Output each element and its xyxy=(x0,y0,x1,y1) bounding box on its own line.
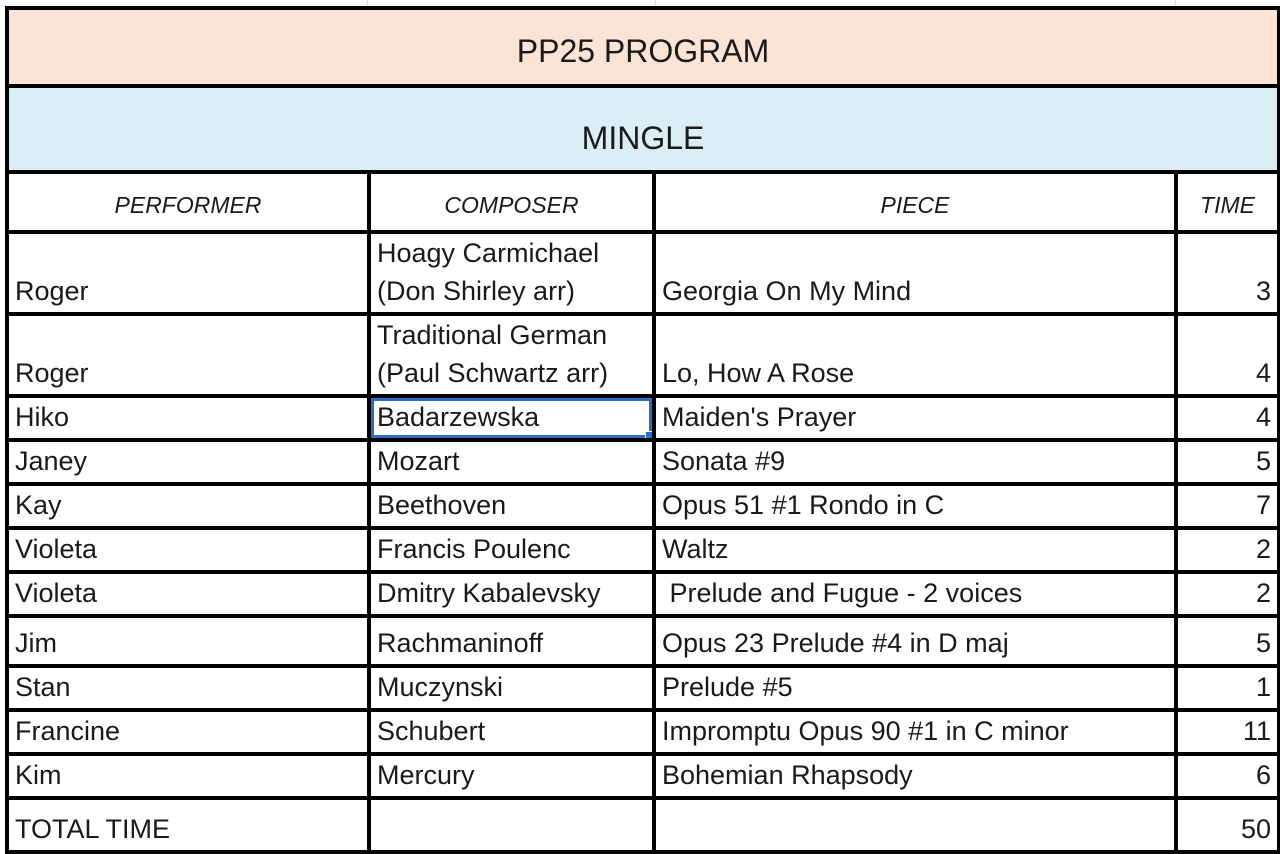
total-label[interactable]: TOTAL TIME xyxy=(7,798,369,852)
composer-cell[interactable]: Dmitry Kabalevsky xyxy=(369,572,654,616)
header-time[interactable]: TIME xyxy=(1176,172,1279,232)
header-piece[interactable]: PIECE xyxy=(654,172,1176,232)
piece-cell[interactable]: Prelude #5 xyxy=(654,666,1176,710)
composer-line: Hoagy Carmichael xyxy=(377,238,600,268)
composer-line: (Paul Schwartz arr) xyxy=(377,358,609,388)
time-cell[interactable]: 7 xyxy=(1176,484,1279,528)
time-cell[interactable]: 5 xyxy=(1176,616,1279,666)
performer-cell[interactable]: Kay xyxy=(7,484,369,528)
composer-cell-selected[interactable] xyxy=(369,396,654,440)
header-composer[interactable]: COMPOSER xyxy=(369,172,654,232)
table-row xyxy=(7,666,1279,710)
composer-cell[interactable]: Schubert xyxy=(369,710,654,754)
performer-cell[interactable]: Jim xyxy=(7,616,369,666)
performer-cell[interactable]: Violeta xyxy=(7,572,369,616)
composer-line: (Don Shirley arr) xyxy=(377,276,576,306)
time-cell[interactable]: 11 xyxy=(1176,710,1279,754)
time-cell[interactable]: 1 xyxy=(1176,666,1279,710)
piece-cell[interactable]: Sonata #9 xyxy=(654,440,1176,484)
performer-cell[interactable]: Roger xyxy=(7,232,369,314)
title-row xyxy=(7,8,1279,86)
piece-cell[interactable]: Opus 51 #1 Rondo in C xyxy=(654,484,1176,528)
time-cell[interactable]: 2 xyxy=(1176,572,1279,616)
piece-cell[interactable]: Lo, How A Rose xyxy=(654,314,1176,396)
composer-cell[interactable]: Rachmaninoff xyxy=(369,616,654,666)
performer-cell[interactable]: Hiko xyxy=(7,396,369,440)
table-row xyxy=(7,754,1279,798)
table-row xyxy=(7,710,1279,754)
table-row xyxy=(7,484,1279,528)
piece-cell[interactable]: Bohemian Rhapsody xyxy=(654,754,1176,798)
piece-cell[interactable]: Georgia On My Mind xyxy=(654,232,1176,314)
table-row xyxy=(7,616,1279,666)
total-value[interactable]: 50 xyxy=(1176,798,1279,852)
composer-cell[interactable]: Muczynski xyxy=(369,666,654,710)
piece-cell[interactable]: Prelude and Fugue - 2 voices xyxy=(654,572,1176,616)
piece-cell[interactable]: Maiden's Prayer xyxy=(654,396,1176,440)
performer-cell[interactable]: Roger xyxy=(7,314,369,396)
performer-cell[interactable]: Stan xyxy=(7,666,369,710)
time-cell[interactable]: 4 xyxy=(1176,314,1279,396)
header-performer[interactable]: PERFORMER xyxy=(7,172,369,232)
piece-cell[interactable]: Opus 23 Prelude #4 in D maj xyxy=(654,616,1176,666)
table-row xyxy=(7,528,1279,572)
section-title[interactable]: MINGLE xyxy=(7,86,1279,172)
composer-line: Traditional German xyxy=(377,320,608,350)
composer-cell[interactable]: Mozart xyxy=(369,440,654,484)
time-cell[interactable]: 3 xyxy=(1176,232,1279,314)
fill-handle[interactable] xyxy=(645,431,654,440)
table-row xyxy=(7,440,1279,484)
table-row xyxy=(7,314,1279,396)
composer-text: Badarzewska xyxy=(377,402,540,432)
composer-cell[interactable]: Beethoven xyxy=(369,484,654,528)
composer-cell[interactable]: Mercury xyxy=(369,754,654,798)
table-row xyxy=(7,232,1279,314)
table-row xyxy=(7,572,1279,616)
performer-cell[interactable]: Janey xyxy=(7,440,369,484)
header-row xyxy=(7,172,1279,232)
performer-cell[interactable]: Violeta xyxy=(7,528,369,572)
table-row xyxy=(7,396,1279,440)
performer-cell[interactable]: Francine xyxy=(7,710,369,754)
total-row xyxy=(7,798,1279,852)
empty-cell[interactable] xyxy=(369,798,654,852)
piece-cell[interactable]: Waltz xyxy=(654,528,1176,572)
composer-cell[interactable] xyxy=(369,314,654,396)
empty-cell[interactable] xyxy=(654,798,1176,852)
composer-cell[interactable]: Francis Poulenc xyxy=(369,528,654,572)
program-table xyxy=(5,6,1280,854)
section-row xyxy=(7,86,1279,172)
piece-cell[interactable]: Impromptu Opus 90 #1 in C minor xyxy=(654,710,1176,754)
time-cell[interactable]: 6 xyxy=(1176,754,1279,798)
performer-cell[interactable]: Kim xyxy=(7,754,369,798)
time-cell[interactable]: 5 xyxy=(1176,440,1279,484)
program-title[interactable]: PP25 PROGRAM xyxy=(7,8,1279,86)
time-cell[interactable]: 2 xyxy=(1176,528,1279,572)
time-cell[interactable]: 4 xyxy=(1176,396,1279,440)
composer-cell[interactable] xyxy=(369,232,654,314)
